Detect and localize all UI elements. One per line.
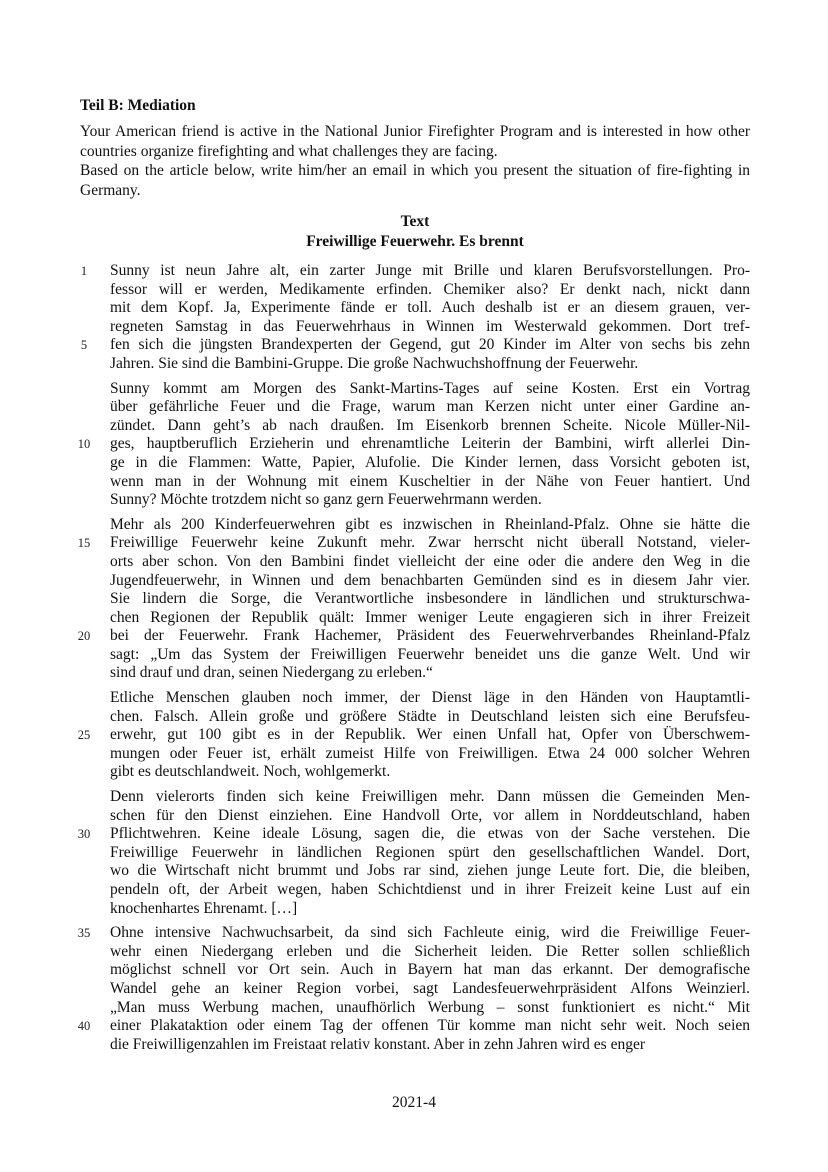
text-line: [0, 417, 828, 436]
line-text: über gefährliche Feuer und die Frage, warum man Kerzen nicht unter einer Gardine an-: [110, 398, 750, 416]
line-number: 40: [77, 1019, 91, 1034]
line-text: schen für den Dienst einziehen. Eine Handvoll Orte, vor allem in Norddeutschland, haben: [110, 806, 750, 824]
line-text: Freiwillige Feuerwehr keine Zukunft mehr. Zwar herrscht nicht überall Notstand, vieler-: [110, 534, 750, 552]
line-text: Jugendfeuerwehr, in Winnen und dem benachbarten Gemünden sind es in diesem Jahr vier.: [110, 571, 750, 589]
line-text: Etliche Menschen glauben noch immer, der Dienst läge in den Händen von Hauptamtli-: [110, 689, 750, 707]
article-paragraph: [0, 788, 828, 918]
line-text: mungen oder Feuer ist, erhält zumeist Hilfe von Freiwilligen. Etwa 24 000 solcher Wehren: [110, 744, 750, 762]
text-line: [0, 646, 828, 665]
line-text: bei der Feuerwehr. Frank Hachemer, Präsident des Feuerwehrverbandes Rheinland-Pfalz: [110, 627, 750, 645]
text-line: [0, 900, 828, 919]
line-number: 10: [77, 437, 91, 452]
line-text: Sunny? Möchte trotzdem nicht so ganz gern Feuerwehrmann werden.: [110, 491, 542, 509]
article-paragraph: [0, 516, 828, 683]
line-text: mit dem Kopf. Ja, Experimente fände er toll. Auch deshalb ist er an diesem grauen, ver-: [110, 299, 750, 317]
text-line: [0, 318, 828, 337]
line-text: wo die Wirtschaft nicht brummt und Jobs rar sind, ziehen junge Leute fort. Die, die bleiben,: [110, 862, 750, 880]
text-line: [0, 281, 828, 300]
text-line: [0, 590, 828, 609]
line-text: ge in die Flammen: Watte, Papier, Alufolie. Die Kinder lernen, dass Vorsicht geboten ist,: [110, 453, 750, 471]
line-text: Ohne intensive Nachwuchsarbeit, da sind sich Fachleute einig, wird die Freiwillige Feuer-: [110, 924, 750, 942]
text-line: [0, 609, 828, 628]
article-paragraph: [0, 380, 828, 510]
text-heading: [80, 212, 750, 252]
line-text: chen Regionen der Republik quält: Immer weniger Leute engagieren sich in ihrer Freizeit: [110, 608, 750, 626]
text-line: [0, 844, 828, 863]
text-line: [0, 262, 828, 281]
line-text: wenn man in der Wohnung mit einem Kuscheltier in der Nähe von Feuer hantiert. Und: [110, 472, 750, 490]
line-text: einer Plakataktion oder einem Tag der offenen Tür komme man nicht sehr weit. Noch seien: [110, 1017, 750, 1035]
article-paragraph: [0, 924, 828, 1054]
line-number: 25: [77, 728, 91, 743]
line-text: wehr einen Niedergang erleben und die Sicherheit leiden. Die Retter sollen schließlich: [110, 942, 750, 960]
page-number: 2021-4: [392, 1094, 436, 1111]
article-paragraph: [0, 262, 828, 374]
line-text: Denn vielerorts finden sich keine Freiwilligen mehr. Dann müssen die Gemeinden Men-: [110, 788, 750, 806]
text-line: [0, 553, 828, 572]
line-number: 15: [77, 536, 91, 551]
text-line: [0, 380, 828, 399]
line-text: erwehr, gut 100 gibt es in der Republik. Wer einen Unfall hat, Opfer von Überschwem-: [110, 726, 750, 744]
text-line: [0, 473, 828, 492]
text-line: [0, 336, 828, 355]
text-line: [0, 627, 828, 646]
article-paragraph: [0, 689, 828, 782]
line-text: möglichst schnell vor Ort sein. Auch in Bayern hat man das erkannt. Der demografische: [110, 961, 750, 979]
line-text: ges, hauptberuflich Erzieherin und ehrenamtliche Leiterin der Bambini, wirft allerlei Din-: [110, 435, 750, 453]
text-line: [0, 664, 828, 683]
line-text: Jahren. Sie sind die Bambini-Gruppe. Die große Nachwuchshoffnung der Feuerwehr.: [110, 354, 639, 372]
line-text: chen. Falsch. Allein große und größere Städte in Deutschland leisten sich eine Berufsfeu-: [110, 707, 750, 725]
line-text: Sunny kommt am Morgen des Sankt-Martins-Tages auf seine Kosten. Erst ein Vortrag: [110, 379, 750, 397]
line-text: fessor will er werden, Medikamente erfinden. Chemiker also? Er denkt nach, nickt dann: [110, 280, 750, 298]
text-label: Text: [400, 213, 430, 230]
section-title: Teil B: Mediation: [80, 97, 196, 114]
text-line: [0, 999, 828, 1018]
line-text: gibt es deutschlandweit. Noch, wohlgemerkt.: [110, 763, 391, 781]
text-line: [0, 355, 828, 374]
article-title: Freiwillige Feuerwehr. Es brennt: [306, 233, 524, 250]
line-text: knochenhartes Ehrenamt. […]: [110, 899, 298, 917]
line-number: 20: [77, 629, 91, 644]
text-line: [0, 763, 828, 782]
task-paragraph-1: Your American friend is active in the National Junior Firefighter Program and is interested in how other countries organize firefighting and what challenges they are facing.: [80, 123, 750, 160]
text-line: [0, 398, 828, 417]
task-instructions: [80, 122, 750, 200]
task-paragraph-2: Based on the article below, write him/her an email in which you present the situation of fire-fighting in Germany.: [80, 162, 750, 199]
line-text: „Man muss Werbung machen, unaufhörlich Werbung – sonst funktioniert es nicht.“ Mit: [110, 998, 750, 1016]
text-line: [0, 745, 828, 764]
text-line: [0, 1036, 828, 1055]
line-text: Wandel gehe an keiner Region vorbei, sagt Landesfeuerwehrpräsident Alfons Weinzierl.: [110, 979, 750, 997]
text-line: [0, 825, 828, 844]
line-number: 35: [77, 926, 91, 941]
text-line: [0, 924, 828, 943]
line-number: 30: [77, 827, 91, 842]
line-number: 5: [80, 338, 88, 353]
text-line: [0, 572, 828, 591]
article-body: [0, 262, 828, 1060]
line-text: zündet. Dann geht’s ab nach draußen. Im Eisenkorb brennen Scheite. Nicole Müller-Nil-: [110, 416, 750, 434]
text-line: [0, 961, 828, 980]
line-text: sagt: „Um das System der Freiwilligen Feuerwehr beneidet uns die ganze Welt. Und wir: [110, 645, 750, 663]
text-line: [0, 299, 828, 318]
text-line: [0, 1017, 828, 1036]
text-line: [0, 726, 828, 745]
text-line: [0, 491, 828, 510]
line-text: regneten Samstag in das Feuerwehrhaus in Winnen im Westerwald gekommen. Dort tref-: [110, 317, 750, 335]
text-line: [0, 788, 828, 807]
text-line: [0, 454, 828, 473]
line-text: fen sich die jüngsten Brandexperten der Gegend, gut 20 Kinder im Alter von sechs bis zehn: [110, 336, 750, 354]
text-line: [0, 534, 828, 553]
line-text: Mehr als 200 Kinderfeuerwehren gibt es inzwischen in Rheinland-Pfalz. Ohne sie hätte die: [110, 515, 750, 533]
text-line: [0, 689, 828, 708]
text-line: [0, 708, 828, 727]
text-line: [0, 862, 828, 881]
text-line: [0, 881, 828, 900]
text-line: [0, 943, 828, 962]
text-line: [0, 435, 828, 454]
line-text: Sunny ist neun Jahre alt, ein zarter Junge mit Brille und klaren Berufsvorstellungen. Pro-: [110, 262, 750, 279]
line-text: Sie lindern die Sorge, die Verantwortliche insbesondere in ländlichen und strukturschwa-: [110, 590, 750, 608]
text-line: [0, 807, 828, 826]
text-line: [0, 980, 828, 999]
line-text: die Freiwilligenzahlen im Freistaat relativ konstant. Aber in zehn Jahren wird es enger: [110, 1035, 646, 1053]
line-number: 1: [80, 264, 88, 278]
line-text: Freiwillige Feuerwehr in ländlichen Regionen spürt den gesellschaftlichen Wandel. Dort,: [110, 843, 750, 861]
line-text: orts aber schon. Von den Bambini findet vielleicht der eine oder die andere den Weg in die: [110, 552, 750, 570]
line-text: Pflichtwehren. Keine ideale Lösung, sagen die, die etwas von der Sache verstehen. Die: [110, 825, 750, 843]
text-line: [0, 516, 828, 535]
line-text: sind drauf und dran, seinen Niedergang zu erleben.“: [110, 664, 433, 682]
line-text: pendeln oft, der Arbeit wegen, haben Schichtdienst und in ihrer Freizeit keine Lust auf ein: [110, 881, 750, 898]
